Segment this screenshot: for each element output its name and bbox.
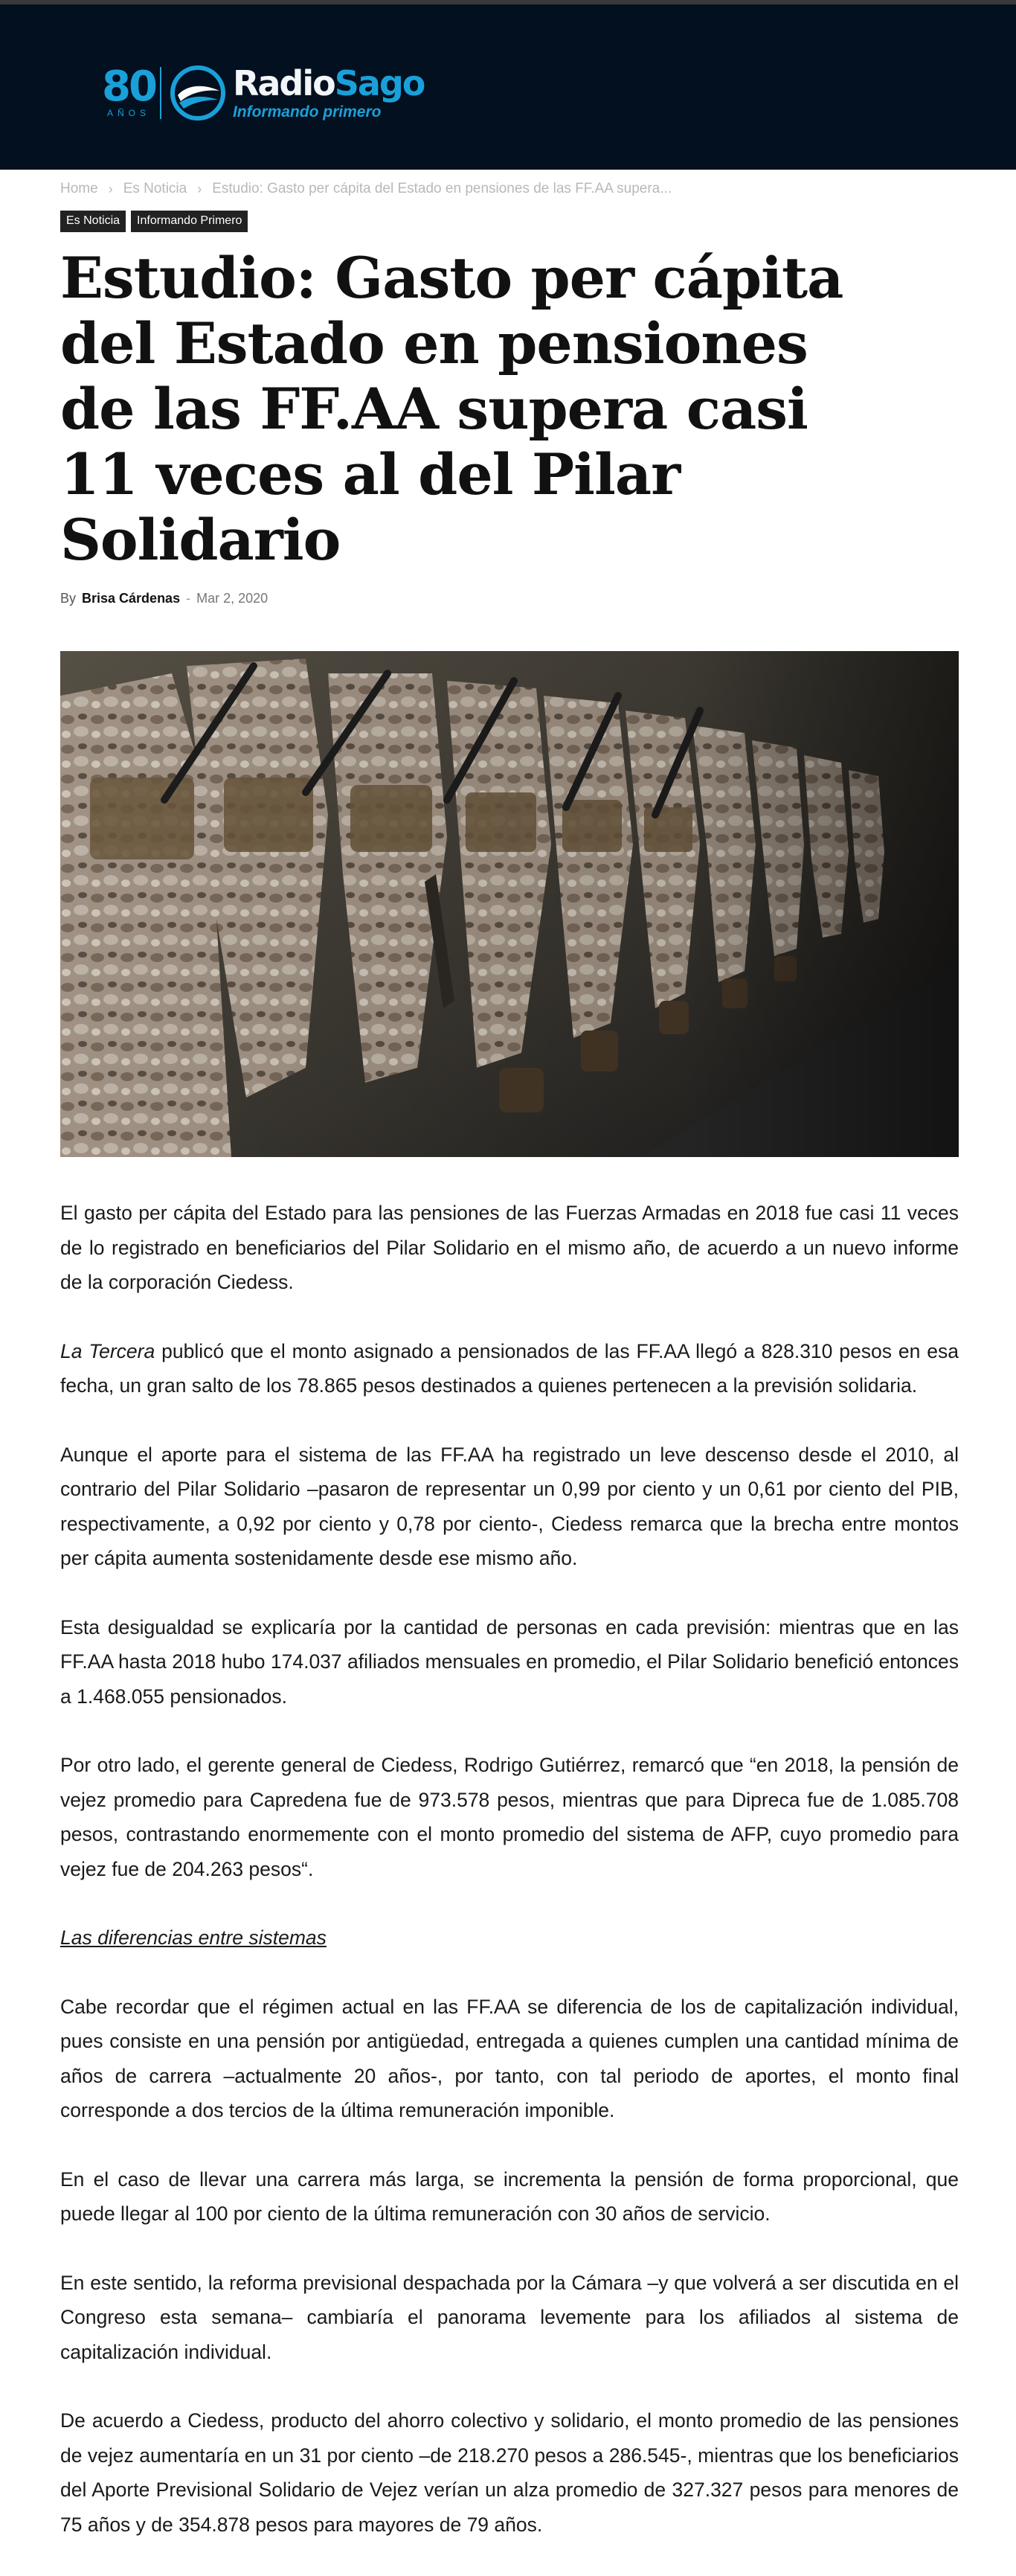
category-tags (60, 211, 959, 232)
brand-name-radio: Radio (232, 63, 335, 103)
publish-date: Mar 2, 2020 (196, 591, 269, 606)
article-paragraph (60, 1334, 959, 1403)
article-paragraph: De acuerdo a Ciedess, producto del ahorro colectivo y solidario, el monto promedio de las pensiones de vejez aumentaría en un 31 por ciento –de 218.270 pesos a 286.545-, mientras que los beneficiarios del Aporte Previsional Solidario de Vejez verían un alza promedio de 327.327 pesos para menores de 75 años y de 354.878 pesos para mayores de 79 años. (60, 2409, 959, 2536)
article-subheading (60, 1920, 959, 1955)
brand-wordmark (233, 65, 424, 121)
radio-swirl-icon (167, 63, 228, 124)
author-link[interactable]: Brisa Cárdenas (82, 591, 181, 606)
article-hero-image (60, 651, 959, 1157)
article-paragraph: Aunque el aporte para el sistema de las FF.AA ha registrado un leve descenso desde el 2010, al contrario del Pilar Solidario –pasaron de representar un 0,99 por ciento y un 0,61 por ciento del PIB, respectivamente, a 0,92 por ciento y 0,78 por ciento-, Ciedess remarca que la brecha entre montos per cápita aumenta sostenidamente desde ese mismo año. (60, 1443, 959, 1569)
category-tag-es-noticia[interactable]: Es Noticia (60, 211, 126, 232)
anniversary-badge (102, 63, 155, 118)
site-header (0, 4, 1016, 170)
article-body (60, 1196, 959, 2542)
logo-divider (160, 67, 161, 119)
anniversary-number: 80 (102, 63, 155, 111)
site-logo[interactable] (102, 63, 424, 124)
brand-name-sago: Sago (334, 63, 425, 103)
breadcrumb-category[interactable]: Es Noticia (123, 181, 187, 196)
soldiers-marching-photo-icon (60, 651, 959, 1157)
breadcrumb-current: Estudio: Gasto per cápita del Estado en pensiones de las FF.AA supera... (212, 181, 672, 196)
subheading-text: Las diferencias entre sistemas (60, 1926, 327, 1949)
anniversary-label: AÑOS (106, 108, 150, 118)
category-tag-informando-primero[interactable]: Informando Primero (131, 211, 248, 232)
article-meta (60, 591, 959, 606)
breadcrumb (60, 181, 959, 197)
chevron-right-icon: › (197, 181, 202, 196)
article-paragraph: Por otro lado, el gerente general de Ciedess, Rodrigo Gutiérrez, remarcó que “en 2018, la pensión de vejez promedio para Capredena fue de 973.578 pesos, mientras que para Dipreca fue de 1.085.708 pesos, contrastando enormemente con el monto promedio del sistema de AFP, cuyo promedio para vejez fue de 204.263 pesos“. (60, 1754, 959, 1880)
breadcrumb-home[interactable]: Home (60, 181, 98, 196)
paragraph-text: publicó que el monto asignado a pensionados de las FF.AA llegó a 828.310 pesos en esa fecha, un gran salto de los 78.865 pesos destinados a quienes pertenecen a la previsión solidaria. (60, 1339, 959, 1397)
source-name: La Tercera (60, 1339, 155, 1362)
chevron-right-icon: › (108, 181, 113, 196)
article-paragraph: Esta desigualdad se explicaría por la cantidad de personas en cada previsión: mientras que en las FF.AA hasta 2018 hubo 174.037 afiliados mensuales en promedio, el Pilar Solidario benefició entonces a 1.468.055 pensionados. (60, 1615, 959, 1708)
article-paragraph: En este sentido, la reforma previsional despachada por la Cámara –y que volverá a ser discutida en el Congreso esta semana– cambiaría el panorama levemente para los afiliados al sistema de capitalización individual. (60, 2271, 959, 2363)
brand-tagline: Informando primero (232, 103, 382, 121)
article-paragraph: En el caso de llevar una carrera más larga, se incrementa la pensión de forma proporcional, que puede llegar al 100 por ciento de la última remuneración con 30 años de servicio. (60, 2168, 959, 2225)
article-paragraph: Cabe recordar que el régimen actual en las FF.AA se diferencia de los de capitalización individual, pues consiste en una pensión por antigüedad, entregada a quienes cumplen una cantidad mínima de años de carrera –actualmente 20 años-, por tanto, con tal periodo de aportes, el monto final corresponde a dos tercios de la última remuneración imponible. (60, 1995, 959, 2121)
meta-separator: - (186, 591, 191, 606)
article-container (60, 170, 959, 2576)
article-paragraph: El gasto per cápita del Estado para las pensiones de las Fuerzas Armadas en 2018 fue casi 11 veces de lo registrado en beneficiarios del Pilar Solidario en el mismo año, de acuerdo a un nuevo informe de la corporación Ciedess. (60, 1202, 959, 1293)
article-title: Estudio: Gasto per cápita del Estado en pensiones de las FF.AA supera casi 11 veces al del Pilar Solidario (60, 245, 843, 573)
by-label: By (60, 591, 77, 606)
